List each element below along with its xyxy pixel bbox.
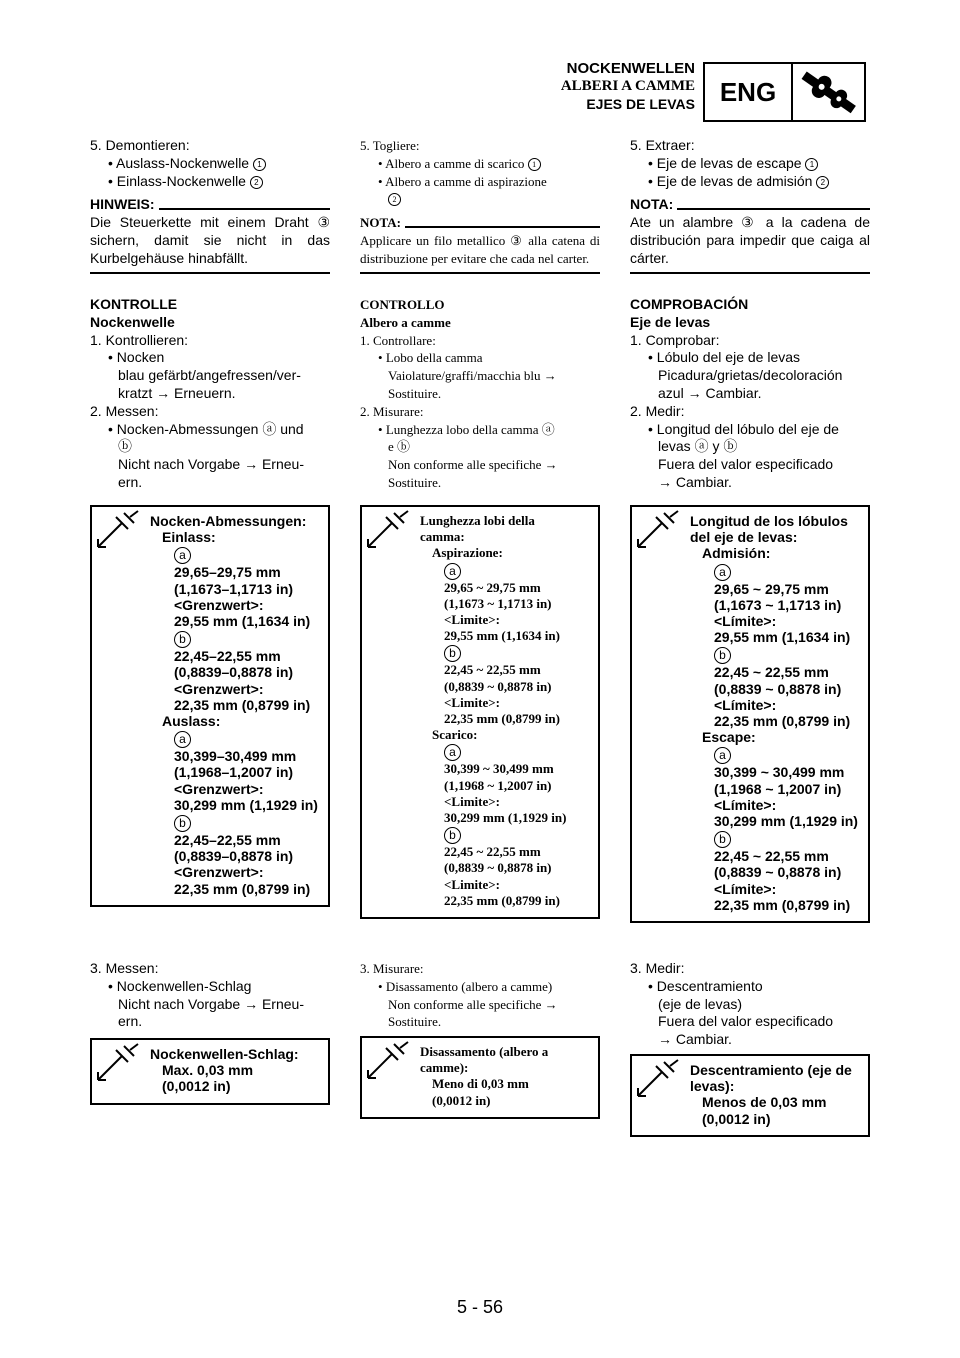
bullet-item: • Eje de levas de escape 1 — [630, 155, 870, 173]
bullet-item: • Lóbulo del eje de levas — [648, 349, 801, 366]
step-text: blau gefärbt/angefressen/ver- — [118, 367, 301, 384]
step-1: 1. Kontrollieren: — [90, 331, 189, 348]
bullet-text: Auslass-Nockenwelle — [116, 154, 250, 171]
bullet-item: • Lunghezza lobo della camma ⓐ — [378, 421, 555, 437]
bullet-item: • Nocken — [108, 349, 165, 366]
step-text: Non conforme alle specifiche → — [388, 457, 558, 473]
step-3: 3. Misurare: — [360, 961, 424, 976]
check-heading: COMPROBACIÓN — [630, 296, 749, 312]
spec-line: <Límite>: — [714, 613, 777, 630]
spec-line: <Grenzwert>: — [174, 864, 264, 881]
spec-line: (0,8839 ~ 0,8878 in) — [444, 678, 552, 694]
spec-box-cam-dimensions — [360, 505, 600, 919]
spec-line: (1,1968–1,2007 in) — [174, 764, 294, 781]
bullet-text: Disassamento (albero a camme) — [385, 978, 553, 994]
spec-box-runout — [630, 1054, 870, 1137]
bullet-text: Lunghezza lobo della camma ⓐ — [385, 421, 555, 437]
spec-line: 22,45–22,55 mm — [174, 648, 281, 665]
spec-title: del eje de levas: — [690, 529, 798, 546]
bullet-item: • Albero a camme di scarico 1 — [360, 155, 600, 173]
bullet-text: Eje de levas de admisión — [656, 172, 813, 189]
spec-line: 30,299 mm (1,1929 in) — [714, 813, 858, 830]
step-5: 5. Demontieren: — [90, 137, 190, 153]
bullet-item: • Lobo della camma — [378, 350, 483, 366]
spec-line: 29,65 ~ 29,75 mm — [444, 579, 541, 595]
spec-title: camma: — [420, 529, 465, 545]
eng-section-badge — [703, 62, 866, 122]
step-2: 2. Misurare: — [360, 403, 424, 419]
runout-section — [90, 960, 330, 1031]
step-text: levas ⓐ y ⓑ — [658, 438, 738, 455]
bullet-text: Albero a camme di aspirazione — [385, 173, 547, 189]
bullet-item: • Disassamento (albero a camme) — [378, 978, 553, 994]
spec-line: <Limite>: — [444, 694, 500, 710]
spec-line: <Grenzwert>: — [174, 780, 264, 797]
step-text: ern. — [118, 473, 143, 490]
bullet-text: Albero a camme di scarico — [385, 155, 525, 171]
spec-line: 22,45 ~ 22,55 mm — [714, 664, 829, 681]
step-text: (eje de levas) — [658, 995, 743, 1012]
bullet-item: • Eje de levas de admisión 2 — [630, 173, 870, 191]
callout-b: b — [150, 629, 324, 648]
note-text: Ate un alambre ③ a la cadena de distribución para impedir que caiga al cárter. — [630, 214, 870, 273]
callout-1: 1 — [253, 158, 266, 171]
check-heading: KONTROLLE — [90, 296, 178, 312]
callout-2: 2 — [816, 176, 829, 189]
note-label: NOTA: — [630, 196, 674, 213]
callout-a: a — [420, 562, 594, 580]
step-text: ern. — [118, 1013, 143, 1030]
spec-title: levas): — [690, 1078, 735, 1095]
spec-line: (1,1968 ~ 1,2007 in) — [714, 780, 842, 797]
spec-title: Lunghezza lobi della — [420, 513, 535, 528]
wrench-spec-icon — [364, 509, 414, 551]
wrench-spec-icon — [634, 509, 684, 551]
page-number: 5 - 56 — [456, 1297, 504, 1317]
note-label: NOTA: — [360, 215, 401, 231]
spec-line: <Grenzwert>: — [174, 596, 264, 613]
step-text: Sostituire. — [388, 385, 442, 401]
spec-line: 22,45 ~ 22,55 mm — [444, 662, 541, 678]
note-label: HINWEIS: — [90, 196, 155, 213]
check-subheading: Eje de levas — [630, 313, 711, 330]
spec-line: Meno di 0,03 mm — [432, 1076, 529, 1092]
check-subheading: Albero a camme — [360, 314, 451, 330]
spec-line: 30,399 ~ 30,499 mm — [444, 761, 554, 777]
wrench-spec-icon — [364, 1040, 414, 1082]
step-1: 1. Comprobar: — [630, 331, 720, 348]
bullet-item: • Einlass-Nockenwelle 2 — [90, 173, 330, 191]
step-text: azul → Cambiar. — [658, 384, 762, 401]
note-text: Applicare un filo metallico ③ alla catena di distribuzione per evitare che cada nel carter. — [360, 232, 600, 274]
callout-1: 1 — [805, 158, 818, 171]
check-section — [360, 296, 600, 492]
callout-a: a — [690, 562, 864, 581]
step-text: ⓑ — [118, 438, 132, 455]
spec-box-cam-dimensions — [90, 505, 330, 907]
spec-line: 22,35 mm (0,8799 in) — [174, 880, 311, 897]
wrench-spec-icon — [94, 509, 144, 551]
spec-line: <Grenzwert>: — [174, 680, 264, 697]
check-subheading: Nockenwelle — [90, 313, 175, 330]
bullet-text: Longitud del lóbulo del eje de — [656, 420, 839, 437]
spec-line: 29,55 mm (1,1634 in) — [714, 629, 851, 646]
spec-line: (0,0012 in) — [162, 1078, 231, 1095]
spec-line: (1,1673 ~ 1,1713 in) — [714, 596, 842, 613]
spec-line: 22,35 mm (0,8799 in) — [714, 713, 851, 730]
callout-b: b — [420, 826, 594, 844]
callout-b: b — [420, 644, 594, 662]
step-text: Non conforme alle specifiche → — [388, 996, 558, 1012]
step-text: Fuera del valor especificado — [658, 1013, 834, 1030]
step-1: 1. Controllare: — [360, 332, 436, 348]
spec-line: (0,8839–0,8878 in) — [174, 848, 294, 865]
callout-b: b — [690, 645, 864, 664]
remove-section — [360, 137, 600, 274]
spec-line: (1,1673–1,1713 in) — [174, 580, 294, 597]
note-header — [630, 196, 870, 214]
spec-line: 22,45 ~ 22,55 mm — [714, 848, 829, 865]
step-text: Vaiolature/graffi/macchia blu → — [388, 368, 557, 384]
check-heading: CONTROLLO — [360, 297, 445, 312]
spec-line: 22,35 mm (0,8799 in) — [714, 896, 851, 913]
spec-box-cam-dimensions — [630, 505, 870, 923]
spec-line: 30,399–30,499 mm — [174, 748, 297, 765]
spec-body — [92, 507, 328, 905]
spec-line: Aspirazione: — [432, 545, 503, 561]
spec-line: (0,8839 ~ 0,8878 in) — [714, 864, 842, 881]
bullet-text: Eje de levas de escape — [656, 154, 802, 171]
callout-2: 2 — [388, 193, 401, 206]
bullet-item: • Longitud del lóbulo del eje de — [648, 420, 839, 437]
note-header — [90, 196, 330, 214]
step-text: Sostituire. — [388, 1014, 442, 1030]
step-3: 3. Messen: — [90, 960, 159, 976]
spec-title: Descentramiento (eje de — [690, 1062, 852, 1078]
spec-line: Menos de 0,03 mm — [702, 1094, 827, 1111]
bullet-item: • Albero a camme di aspirazione — [378, 173, 547, 189]
step-text: e ⓑ — [388, 439, 411, 455]
check-section — [90, 296, 330, 492]
wrench-spec-icon — [94, 1042, 144, 1084]
spec-line: Einlass: — [162, 529, 216, 546]
runout-section — [360, 960, 600, 1031]
step-2: 2. Medir: — [630, 402, 685, 419]
spec-line: 22,35 mm (0,8799 in) — [444, 711, 560, 727]
step-5: 5. Extraer: — [630, 137, 695, 153]
spec-line: 30,299 mm (1,1929 in) — [444, 810, 567, 826]
step-text: Fuera del valor especificado — [658, 456, 834, 473]
callout-2: 2 — [250, 176, 263, 189]
spec-line: <Límite>: — [714, 696, 777, 713]
step-text: Picadura/grietas/decoloración — [658, 367, 843, 384]
remove-section — [630, 137, 870, 274]
title-es: EJES DE LEVAS — [586, 96, 695, 112]
spec-line: (0,8839 ~ 0,8878 in) — [714, 680, 842, 697]
bullet-text: Nockenwellen-Schlag — [116, 977, 252, 994]
bullet-item: • Descentramiento — [648, 977, 763, 994]
step-2: 2. Messen: — [90, 402, 159, 419]
step-text: → Cambiar. — [658, 1031, 732, 1048]
spec-line: (1,1673 ~ 1,1713 in) — [444, 595, 552, 611]
spec-line: Max. 0,03 mm — [162, 1062, 254, 1079]
callout-a: a — [150, 729, 324, 748]
spec-line: <Límite>: — [714, 880, 777, 897]
spec-line: (0,8839–0,8878 in) — [174, 664, 294, 681]
camshaft-icon — [793, 64, 864, 120]
spec-body — [632, 507, 868, 921]
bullet-text: Nocken — [116, 349, 165, 366]
spec-line: Scarico: — [432, 727, 478, 743]
step-5: 5. Togliere: — [360, 138, 420, 153]
bullet-text: Einlass-Nockenwelle — [116, 172, 246, 189]
note-header — [360, 214, 600, 232]
step-text: Sostituire. — [388, 474, 442, 490]
bullet-item: • Nocken-Abmessungen ⓐ und — [108, 420, 304, 437]
step-text: kratzt → Erneuern. — [118, 384, 236, 401]
spec-line: <Limite>: — [444, 793, 500, 809]
title-it: ALBERI A CAMME — [560, 78, 695, 94]
callout-b: b — [150, 813, 324, 832]
bullet-text: Lóbulo del eje de levas — [656, 349, 801, 366]
spec-title: Longitud de los lóbulos — [690, 513, 848, 529]
spec-line: 22,35 mm (0,8799 in) — [444, 892, 560, 908]
spec-box-runout — [360, 1036, 600, 1119]
callout-line — [360, 190, 600, 208]
eng-label: ENG — [705, 64, 793, 120]
spec-line: 30,299 mm (1,1929 in) — [174, 796, 318, 813]
wrench-spec-icon — [634, 1058, 684, 1100]
step-text: → Cambiar. — [658, 473, 732, 490]
callout-b: b — [690, 829, 864, 848]
spec-body — [362, 507, 598, 917]
step-text: Nicht nach Vorgabe → Erneu- — [118, 995, 304, 1012]
runout-section — [630, 960, 870, 1049]
spec-line: 29,55 mm (1,1634 in) — [174, 613, 311, 630]
bullet-text: Descentramiento — [656, 977, 763, 994]
spec-line: 29,55 mm (1,1634 in) — [444, 628, 560, 644]
spec-line: (1,1968 ~ 1,2007 in) — [444, 777, 552, 793]
spec-line: <Limite>: — [444, 876, 500, 892]
spec-line: (0,0012 in) — [432, 1092, 491, 1108]
note-text: Die Steuerkette mit einem Draht ③ sichern, damit sie nicht in das Kurbelgehäuse hinabfällt. — [90, 214, 330, 273]
callout-a: a — [420, 743, 594, 761]
spec-line: 22,45–22,55 mm — [174, 832, 281, 849]
callout-1: 1 — [528, 158, 541, 171]
spec-box-runout — [90, 1038, 330, 1105]
spec-line: 22,45 ~ 22,55 mm — [444, 844, 541, 860]
spec-line: Escape: — [702, 729, 756, 746]
step-3: 3. Medir: — [630, 960, 685, 976]
spec-title: Disassamento (albero a — [420, 1044, 549, 1059]
spec-line: 30,399 ~ 30,499 mm — [714, 764, 845, 781]
bullet-text: Nocken-Abmessungen ⓐ und — [116, 420, 304, 437]
spec-line: <Límite>: — [714, 796, 777, 813]
bullet-text: Lobo della camma — [385, 350, 483, 366]
bullet-item: • Auslass-Nockenwelle 1 — [90, 155, 330, 173]
title-de: NOCKENWELLEN — [566, 60, 695, 77]
spec-title: Nocken-Abmessungen: — [150, 513, 307, 529]
spec-line: 29,65–29,75 mm — [174, 564, 281, 581]
spec-line: Admisión: — [702, 545, 771, 562]
bullet-item: • Nockenwellen-Schlag — [108, 977, 252, 994]
spec-line: Auslass: — [162, 713, 221, 730]
spec-title: camme): — [420, 1060, 469, 1076]
spec-line: 29,65 ~ 29,75 mm — [714, 580, 829, 597]
spec-title: Nockenwellen-Schlag: — [150, 1046, 299, 1062]
remove-section — [90, 137, 330, 274]
callout-a: a — [690, 745, 864, 764]
spec-line: 22,35 mm (0,8799 in) — [174, 696, 311, 713]
callout-a: a — [150, 545, 324, 564]
step-text: Nicht nach Vorgabe → Erneu- — [118, 456, 304, 473]
check-section — [630, 296, 870, 492]
spec-line: (0,8839 ~ 0,8878 in) — [444, 860, 552, 876]
spec-line: <Limite>: — [444, 612, 500, 628]
spec-line: (0,0012 in) — [702, 1110, 771, 1127]
